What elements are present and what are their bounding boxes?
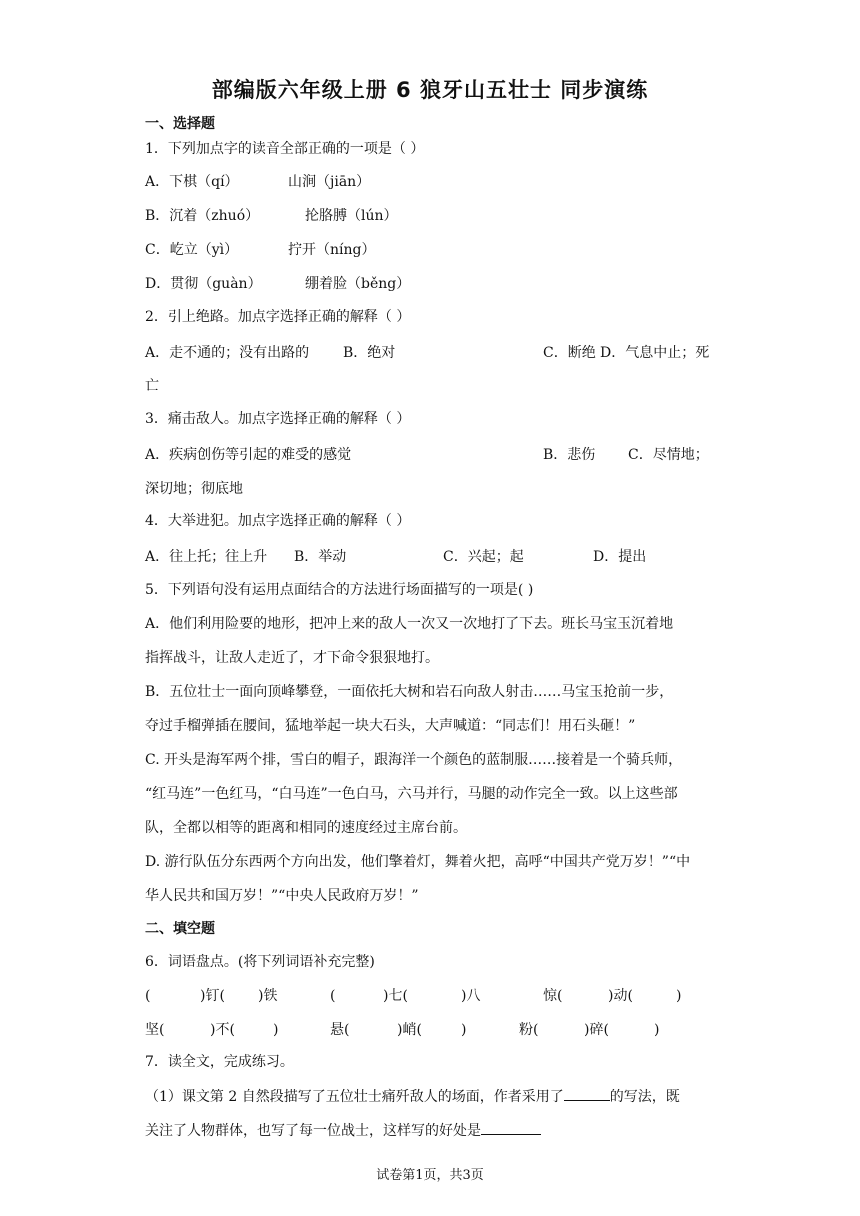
q5-option-a-line1: A．他们利用险要的地形，把冲上来的敌人一次又一次地打了下去。班长马宝玉沉着地 xyxy=(145,616,674,632)
q6-word4-part: )不( xyxy=(210,1022,235,1038)
q4-option-a: A．往上托；往上升 xyxy=(145,549,268,565)
q2-option-d: D．气息中止；死 xyxy=(600,345,710,361)
q5-option-d-line1: D. 游行队伍分东西两个方向出发，他们擎着灯，舞着火把，高呼“中国共产党万岁！”“中 xyxy=(145,854,691,870)
section-heading-fill: 二、填空题 xyxy=(145,921,215,937)
question-3-stem: 3．痛击敌人。加点字选择正确的解释（ ） xyxy=(145,411,411,427)
q6-word6-part: ) xyxy=(654,1022,660,1038)
q5-option-c-line1: C. 开头是海军两个排，雪白的帽子，跟海洋一个颜色的蓝制服……接着是一个骑兵师， xyxy=(145,752,683,768)
q7-text-after-blank: 的写法，既 xyxy=(609,1089,680,1105)
q1-option-b: B．沉着（zhuó） xyxy=(145,208,260,224)
q1-option-c: C．屹立（yì） xyxy=(145,242,239,258)
q2-option-b: B．绝对 xyxy=(343,345,396,361)
page-title: 部编版六年级上册 6 狼牙山五壮士 同步演练 xyxy=(211,78,649,102)
q6-word6-part: 粉( xyxy=(519,1022,539,1038)
q6-word1-part: )钉( xyxy=(200,988,225,1004)
section-heading-choice: 一、选择题 xyxy=(145,116,215,132)
q5-option-c-line2: “红马连”一色红马，“白马连”一色白马，六马并行，马腿的动作完全一致。以上这些部 xyxy=(145,786,678,802)
q6-word1-part: ( xyxy=(145,988,151,1004)
question-2-stem: 2．引上绝路。加点字选择正确的解释（ ） xyxy=(145,309,411,325)
q7-subquestion-1-line1 xyxy=(145,1086,680,1107)
q1-option-b-word2: 抡胳膊（lún） xyxy=(305,208,398,224)
q4-option-b: B．举动 xyxy=(294,549,347,565)
q5-option-a-line2: 指挥战斗，让敌人走近了，才下命令狠狠地打。 xyxy=(145,650,439,666)
q1-option-a: A．下棋（qí） xyxy=(145,174,239,190)
q3-option-b: B．悲伤 xyxy=(543,447,596,463)
q5-option-c-line3: 队，全都以相等的距离和相同的速度经过主席台前。 xyxy=(145,820,467,836)
q6-word1-part: )铁 xyxy=(258,988,278,1004)
q5-option-d-line2: 华人民共和国万岁！”“中央人民政府万岁！” xyxy=(145,888,419,904)
q6-word5-part: )峭( xyxy=(397,1022,422,1038)
q1-option-a-word2: 山涧（jiān） xyxy=(288,174,371,190)
q2-option-c: C．断绝 xyxy=(543,345,596,361)
q6-word4-part: ) xyxy=(273,1022,279,1038)
q4-option-c: C．兴起；起 xyxy=(443,549,524,565)
page-footer: 试卷第1页，共3页 xyxy=(376,1168,484,1183)
q3-option-c: C．尽情地； xyxy=(628,447,709,463)
answer-blank[interactable] xyxy=(564,1086,610,1101)
question-4-stem: 4．大举进犯。加点字选择正确的解释（ ） xyxy=(145,513,411,529)
q3-option-c-continued: 深切地；彻底地 xyxy=(145,481,243,497)
q6-word5-part: 悬( xyxy=(330,1022,350,1038)
q1-option-c-word2: 拧开（níng） xyxy=(288,242,376,258)
q7-subquestion-1-line2 xyxy=(145,1120,541,1141)
question-5-stem: 5．下列语句没有运用点面结合的方法进行场面描写的一项是( ) xyxy=(145,582,534,598)
q4-option-d: D．提出 xyxy=(593,549,647,565)
q6-word2-part: ( xyxy=(330,988,336,1004)
q6-word2-part: )八 xyxy=(461,988,481,1004)
q6-word4-part: 坚( xyxy=(145,1022,165,1038)
q1-option-d: D．贯彻（guàn） xyxy=(145,276,262,292)
q3-option-a: A．疾病创伤等引起的难受的感觉 xyxy=(145,447,352,463)
q7-text-before-blank: （1）课文第 2 自然段描写了五位壮士痛歼敌人的场面，作者采用了 xyxy=(145,1089,564,1105)
q7-text-line2: 关注了人物群体，也写了每一位战士，这样写的好处是 xyxy=(145,1123,481,1139)
q6-word2-part: )七( xyxy=(383,988,408,1004)
q6-word3-part: 惊( xyxy=(543,988,563,1004)
q2-option-d-continued: 亡 xyxy=(145,378,159,394)
q1-option-d-word2: 绷着脸（běng） xyxy=(305,276,411,292)
q2-option-a: A．走不通的；没有出路的 xyxy=(145,345,310,361)
q6-word3-part: ) xyxy=(676,988,682,1004)
q6-word3-part: )动( xyxy=(608,988,633,1004)
answer-blank[interactable] xyxy=(481,1120,541,1135)
question-7-stem: 7．读全文，完成练习。 xyxy=(145,1054,294,1070)
q6-word5-part: ) xyxy=(461,1022,467,1038)
q5-option-b-line2: 夺过手榴弹插在腰间，猛地举起一块大石头，大声喊道：“同志们！用石头砸！” xyxy=(145,718,636,734)
question-1-stem: 1．下列加点字的读音全部正确的一项是（ ） xyxy=(145,141,425,157)
q6-word6-part: )碎( xyxy=(584,1022,609,1038)
question-6-stem: 6．词语盘点。(将下列词语补充完整) xyxy=(145,954,375,970)
q5-option-b-line1: B．五位壮士一面向顶峰攀登，一面依托大树和岩石向敌人射击……马宝玉抢前一步， xyxy=(145,684,674,700)
